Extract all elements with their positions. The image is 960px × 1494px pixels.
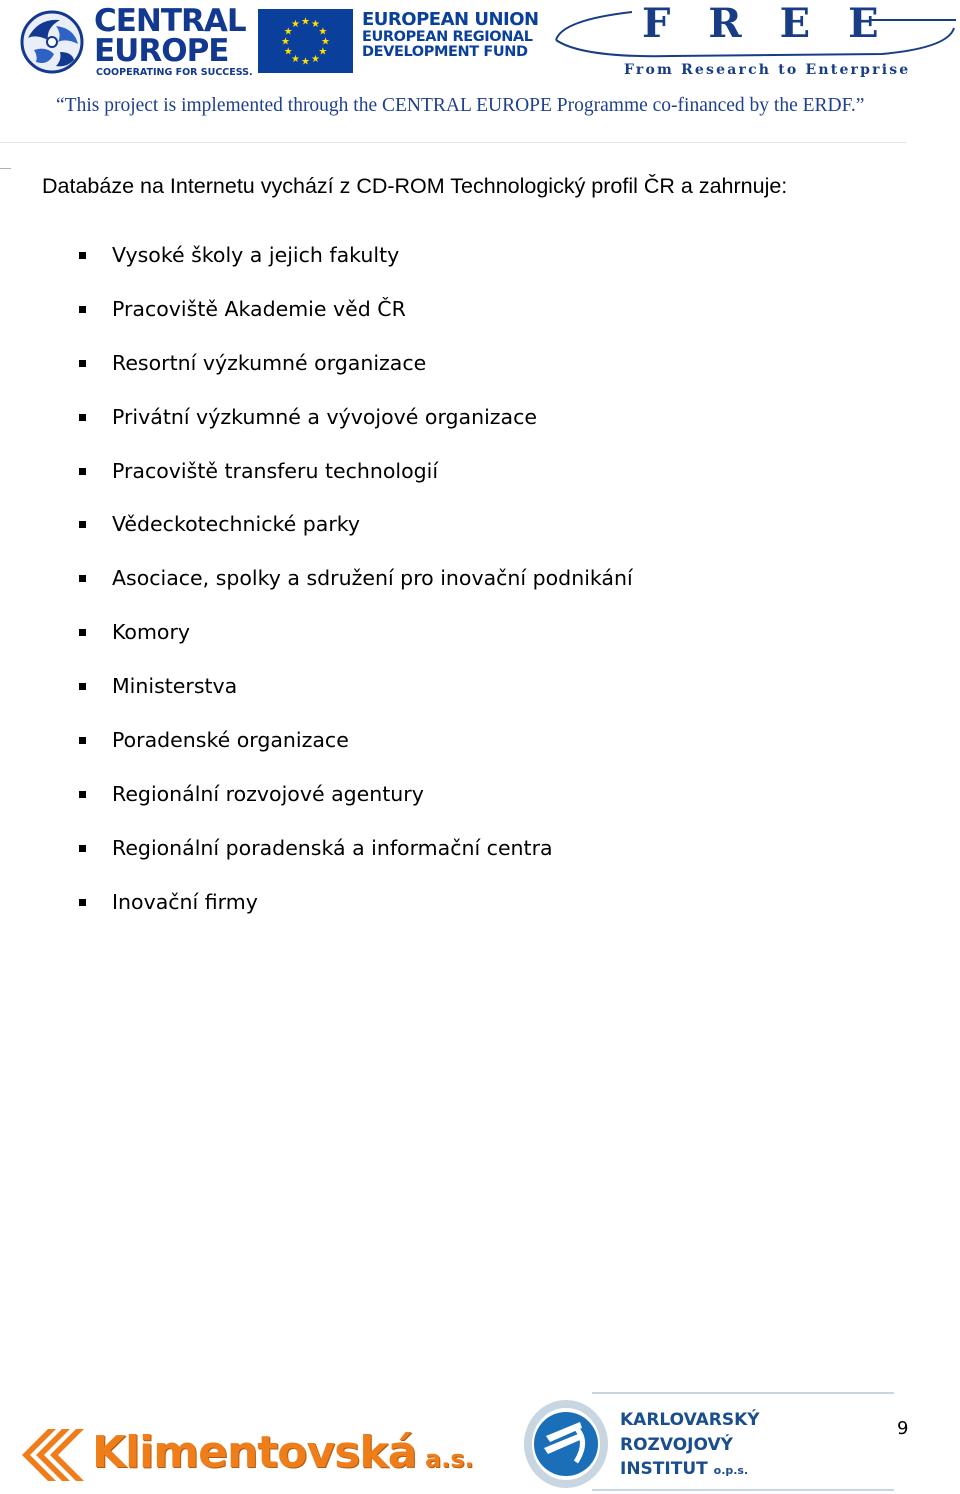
- organization-type-list: [0, 232, 960, 933]
- central-europe-globe-icon: [16, 8, 92, 76]
- list-item: [0, 501, 960, 555]
- eu-logo-text: [362, 11, 539, 60]
- list-item: [0, 232, 960, 286]
- square-bullet-icon: [79, 575, 86, 582]
- square-bullet-icon: [79, 629, 86, 636]
- eu-star-icon: ★: [318, 46, 328, 58]
- eu-star-icon: ★: [311, 19, 320, 31]
- list-item-label: Asociace, spolky a sdružení pro inovační podnikání: [112, 566, 633, 591]
- central-europe-logo: [16, 3, 253, 78]
- eu-star-icon: ★: [291, 53, 300, 65]
- kri-logo-line3: INSTITUT: [620, 1459, 708, 1479]
- square-bullet-icon: [79, 306, 86, 313]
- list-item-label: Komory: [112, 620, 191, 645]
- kri-logo-line1: KARLOVARSKÝ: [620, 1410, 760, 1430]
- karlovarsky-rozvojovy-institut-logo: [510, 1392, 900, 1492]
- central-europe-logo-line1: CENTRAL: [94, 3, 246, 39]
- list-item-label: Vědeckotechnické parky: [112, 512, 361, 537]
- eu-flag-icon: [258, 9, 353, 73]
- intro-paragraph: Databáze na Internetu vychází z CD-ROM Technologický profil ČR a zahrnuje:: [42, 174, 788, 198]
- list-item: [0, 717, 960, 771]
- square-bullet-icon: [79, 737, 86, 744]
- kri-logo-bottom-rule: [592, 1489, 894, 1491]
- list-item: [0, 825, 960, 879]
- square-bullet-icon: [79, 468, 86, 475]
- page-header: [0, 0, 960, 145]
- list-item: [0, 771, 960, 825]
- header-divider: [0, 142, 906, 143]
- eu-star-icon: ★: [311, 53, 320, 65]
- eu-star-icon: ★: [281, 36, 290, 48]
- kri-logo-suffix: o.p.s.: [713, 1464, 749, 1477]
- square-bullet-icon: [79, 683, 86, 690]
- kri-logo-line2: ROZVOJOVÝ: [620, 1434, 733, 1455]
- list-item-label: Inovační firmy: [112, 889, 258, 914]
- eu-star-icon: ★: [301, 56, 310, 68]
- eu-star-icon: ★: [301, 16, 310, 28]
- list-item-label: Resortní výzkumné organizace: [112, 350, 427, 375]
- list-item-label: Poradenské organizace: [112, 728, 349, 753]
- eu-star-icon: ★: [321, 36, 330, 48]
- page-number: 9: [897, 1418, 909, 1439]
- eu-logo-line2: EUROPEAN REGIONAL: [362, 28, 533, 45]
- eu-logo-line3: DEVELOPMENT FUND: [362, 44, 528, 61]
- list-item-label: Regionální poradenská a informační centra: [112, 835, 553, 860]
- eu-star-icon: ★: [318, 26, 328, 38]
- eu-star-icon: ★: [291, 19, 300, 31]
- list-item: [0, 609, 960, 663]
- free-logo-word: FREE: [642, 0, 917, 47]
- kri-logo-top-rule: [592, 1392, 894, 1394]
- eu-star-icon: ★: [283, 46, 293, 58]
- square-bullet-icon: [79, 360, 86, 367]
- central-europe-logo-tagline: COOPERATING FOR SUCCESS.: [96, 67, 253, 78]
- kri-emblem-icon: [510, 1392, 610, 1492]
- eu-logo-line1: EUROPEAN UNION: [362, 9, 539, 30]
- list-item-label: Vysoké školy a jejich fakulty: [112, 243, 400, 267]
- list-item: [0, 555, 960, 609]
- project-funding-note: “This project is implemented through the CENTRAL EUROPE Programme co-financed by the ERDF.”: [56, 95, 865, 116]
- list-item: [0, 286, 960, 340]
- square-bullet-icon: [79, 845, 86, 852]
- list-item: [0, 394, 960, 448]
- list-item-label: Privátní výzkumné a vývojové organizace: [112, 404, 538, 429]
- klimentovska-logo-suffix: a.s.: [425, 1445, 474, 1473]
- free-logo: [552, 0, 960, 90]
- kri-logo-line3-wrap: [620, 1457, 760, 1484]
- list-item: [0, 663, 960, 717]
- klimentovska-stripes-icon: [20, 1425, 90, 1485]
- central-europe-logo-line2: EUROPE: [94, 33, 229, 69]
- square-bullet-icon: [79, 899, 86, 906]
- margin-mark: [0, 168, 11, 169]
- square-bullet-icon: [79, 521, 86, 528]
- free-logo-subtitle: From Research to Enterprise: [624, 62, 911, 78]
- eu-star-icon: ★: [283, 26, 293, 38]
- list-item: [0, 448, 960, 502]
- klimentovska-logo-word: Klimentovská: [92, 1427, 417, 1478]
- list-item: [0, 879, 960, 933]
- list-item: [0, 340, 960, 394]
- klimentovska-logo: [20, 1425, 480, 1485]
- list-item-label: Ministerstva: [112, 674, 238, 699]
- square-bullet-icon: [79, 791, 86, 798]
- list-item-label: Pracoviště Akademie věd ČR: [112, 296, 406, 321]
- square-bullet-icon: [79, 252, 86, 259]
- square-bullet-icon: [79, 414, 86, 421]
- list-item-label: Pracoviště transferu technologií: [112, 458, 439, 483]
- list-item-label: Regionální rozvojové agentury: [112, 781, 424, 806]
- kri-logo-text: [620, 1408, 760, 1484]
